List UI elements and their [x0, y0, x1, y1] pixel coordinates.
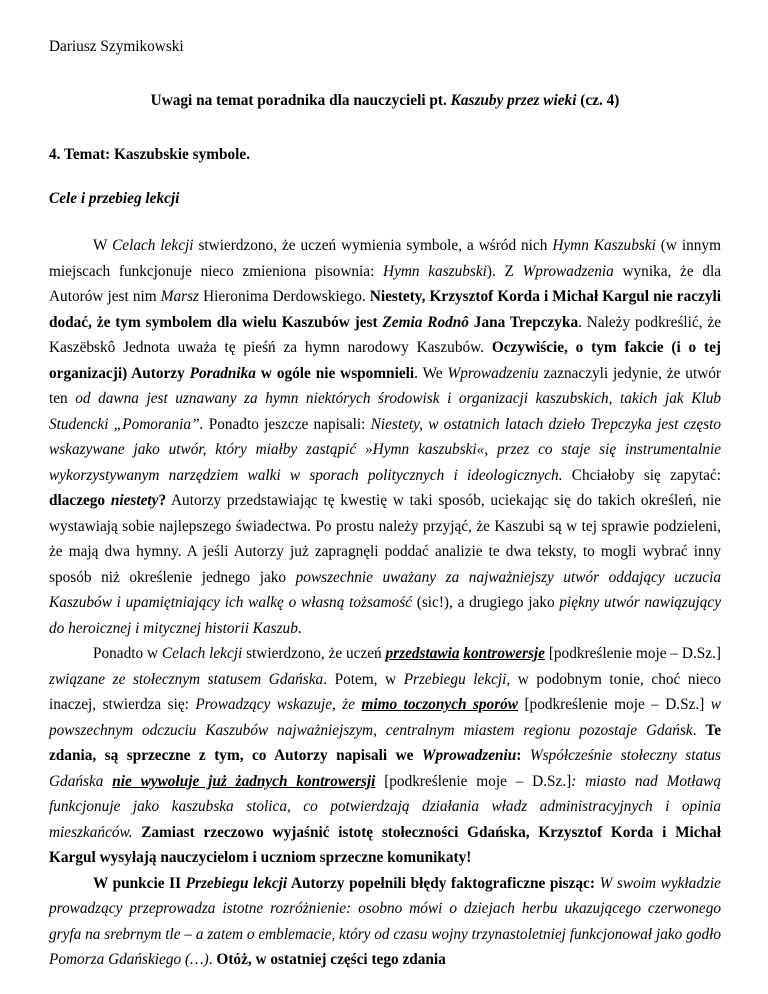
p2-quote: Prowadzący wskazuje, że [195, 696, 362, 713]
p2-underlined: kontrowersje [463, 645, 545, 662]
p2-italic: Przebiegu lekcji, [403, 670, 511, 688]
p3-bold: W punkcie II [93, 874, 186, 892]
document-title [49, 92, 721, 110]
p2-text: Ponadto w [93, 645, 162, 662]
p2-text: w podobnym tonie, choć nieco inaczej, stwierdza się: [49, 670, 721, 713]
p1-text: ). Z [486, 262, 523, 280]
p2-underlined: przedstawia [385, 645, 460, 662]
p3-bold: Autorzy popełnili błędy faktograficzne pisząc: [287, 874, 600, 892]
paragraph-3 [49, 871, 721, 973]
p1-italic: Celach lekcji [112, 237, 194, 254]
p2-bold: : [516, 747, 530, 764]
p1-text: (sic!), a drugiego jako [412, 594, 560, 611]
body-text [49, 233, 721, 973]
p1-bold: Niestety, Krzysztof Korda i Michał Kargul nie raczyli dodać, że tym symbolem dla wielu Kaszubów jest [49, 288, 721, 331]
author-name: Dariusz Szymikowski [49, 38, 184, 55]
paragraph-1 [49, 233, 721, 641]
p2-text: . [692, 721, 706, 739]
p1-bold: w ogóle nie wspomnieli [255, 364, 415, 382]
p2-quote: w powszechnym odczuciu Kaszubów najważniejszym, centralnym miastem regionu pozostaje Gdańsk [49, 696, 721, 739]
p1-bold-italic: niestety [110, 492, 159, 509]
p1-bold: Oczywiście, o tym fakcie (i o tej organizacji) Autorzy [49, 339, 721, 382]
p1-text: (w innym miejscach funkcjonuje nieco zmieniona pisownia: [49, 237, 721, 280]
p1-bold-italic: Zemia Rodnô [382, 313, 469, 331]
p2-text: [podkreślenie moje – D.Sz.] [518, 696, 711, 713]
p1-text: Ponadto jeszcze napisali: [203, 415, 371, 433]
p3-quote: W swoim wykładzie prowadzący przeprowadza istotne rozróżnienie: osobno mówi o dziejach herbu ukazującego czerwonego gryfa na srebrnym tle – a zatem o emblemacie, który od czasu wojny trzynastoletniej funkcjonował jako godło Pomorza Gdańskiego (…) [49, 874, 721, 968]
p2-italic: Celach lekcji [161, 645, 243, 662]
p1-text: Chciałoby się zapytać: [562, 466, 721, 484]
p1-text: stwierdzono, że uczeń wymienia symbole, a wśród nich [193, 237, 553, 254]
p3-bold: Otóż, w ostatniej części tego zdania [216, 951, 446, 968]
title-prefix: Uwagi na temat poradnika dla nauczycieli pt. [150, 92, 451, 109]
p1-text: zaznaczyli jedynie, że utwór ten [49, 364, 721, 407]
p2-italic: związane ze stołecznym statusem Gdańska [49, 670, 324, 688]
p1-italic: Hymn kaszubski [383, 262, 487, 280]
p1-quote: powszechnie uważany za najważniejszy utwór oddający uczucia Kaszubów i upamiętniający ich walkę o własną tożsamość [49, 568, 721, 611]
p3-text: . [208, 951, 217, 968]
p2-text: [podkreślenie moje – D.Sz.] [375, 772, 572, 790]
p1-italic: Wprowadzenia [522, 262, 614, 280]
p1-quote: od dawna jest uznawany za hymn niektórych środowisk i organizacji kaszubskich, takich jak Klub Studencki „Pomorania”. [49, 390, 722, 433]
p1-text: Autorzy przedstawiając tę kwestię w taki sposób, uciekając się do takich określeń, nie wystawiają sobie najlepszego świadectwa. Po prostu należy przyjąć, że Kaszubi są w tej sprawie podzieleni, że mają dwa hymny. A jeśli Autorzy już zapragnęli poddać analizie te dwa teksty, to mogli wybrać inny sposób niż określenie jednego jako [49, 492, 721, 586]
section-heading: 4. Temat: Kaszubskie symbole. [49, 146, 251, 163]
p2-bold: Te zdania, są sprzeczne z tym, co Autorzy napisali we [49, 721, 721, 764]
title-book: Kaszuby przez wieki [450, 92, 577, 109]
p1-italic: Hymn Kaszubski [552, 237, 656, 254]
p2-text: . Potem, w [323, 670, 404, 688]
p3-bold-italic: Przebiegu lekcji [185, 874, 288, 892]
p2-text: [podkreślenie moje – D.Sz.] [544, 645, 721, 662]
p2-underlined: nie wywołuje już żadnych kontrowersji [112, 772, 376, 790]
p1-bold-italic: Poradnika [189, 364, 256, 382]
p1-text: . [297, 619, 302, 637]
title-suffix: (cz. 4) [576, 92, 620, 109]
p2-quote: Współcześnie stołeczny status Gdańska [49, 747, 721, 790]
p1-italic: Wprowadzeniu [447, 364, 539, 382]
p1-quote: piękny utwór nawiązujący do heroicznej i mitycznej historii Kaszub [49, 594, 721, 637]
p1-bold: ? [158, 492, 167, 509]
paragraph-2 [49, 641, 721, 871]
p2-quote: : miasto nad Motławą funkcjonuje jako kaszubska stolica, co potwierdzają działania władz administracyjnych i opinia mieszkańców. [49, 772, 721, 841]
p1-text: wynika, że dla Autorów jest nim [49, 262, 721, 305]
subheading: Cele i przebieg lekcji [49, 190, 180, 207]
p2-bold: Zamiast rzeczowo wyjaśnić istotę stołeczności Gdańska, Krzysztof Korda i Michał Kargul wysyłają nauczycielom i uczniom sprzeczne komunikaty! [49, 823, 721, 866]
p1-bold: dlaczego [49, 492, 111, 509]
p1-text: . We [414, 364, 448, 382]
p2-text: stwierdzono, że uczeń [242, 645, 386, 662]
p1-bold: Jana Trepczyka [468, 313, 579, 331]
p1-italic: Marsz [160, 288, 199, 305]
p1-quote: Niestety, w ostatnich latach dzieło Trepczyka jest często wskazywane jako utwór, który miałby zastąpić »Hymn kaszubski«, przez co staje się instrumentalnie wykorzystywanym narzędziem walki w sporach politycznych i ideologicznych. [49, 415, 721, 484]
p1-text: Hieronima Derdowskiego. [199, 288, 370, 305]
p2-underlined: mimo toczonych sporów [361, 696, 519, 713]
p2-bold-italic: Wprowadzeniu [421, 747, 517, 764]
p1-text: W [93, 237, 113, 254]
p1-text: . Należy podkreślić, że Kaszëbskô Jednota uważa tę pieśń za hymn narodowy Kaszubów. [49, 313, 721, 356]
